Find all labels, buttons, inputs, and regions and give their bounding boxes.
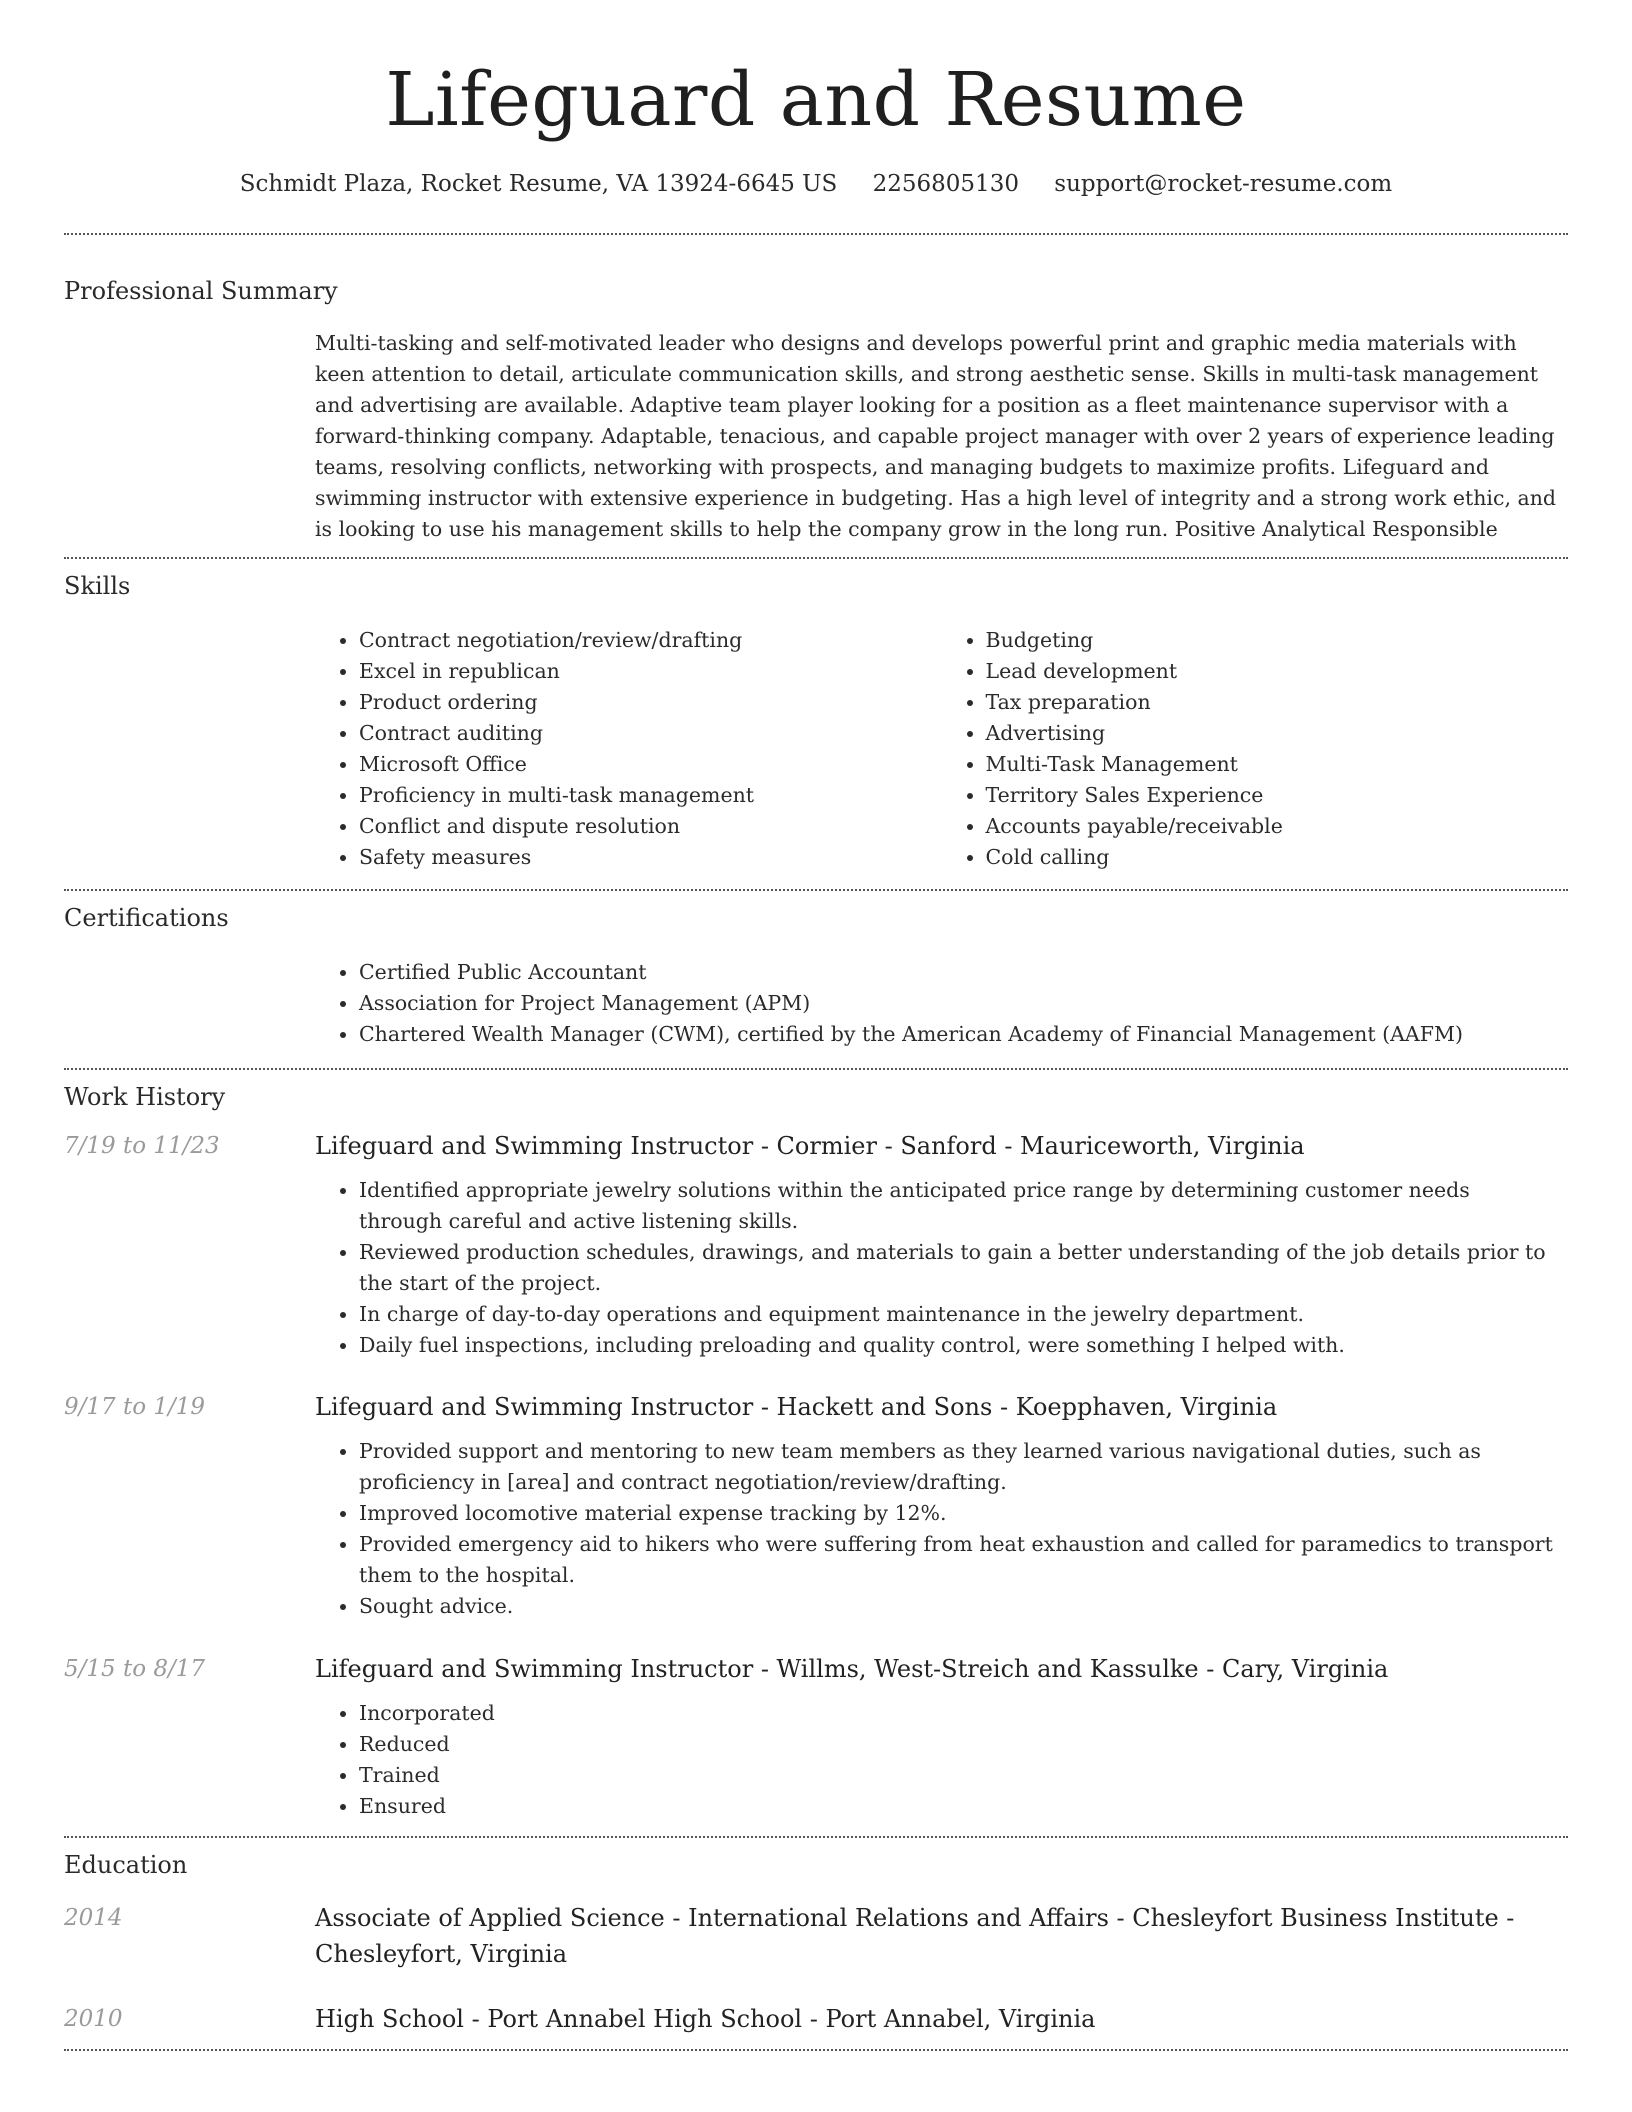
- section-divider: [64, 557, 1568, 559]
- job-role: Lifeguard and Swimming Instructor: [315, 1393, 754, 1421]
- skill-item: • Territory Sales Experience: [986, 780, 1569, 811]
- job-title: [315, 1128, 1305, 1164]
- education-entry: [64, 1900, 1568, 1972]
- job-entry: [64, 1128, 1568, 1361]
- skills-list-left: [315, 625, 942, 873]
- candidate-name: Lifeguard and Resume: [385, 57, 1247, 143]
- job-bullet: • Trained: [359, 1760, 1558, 1791]
- job-entry: [64, 1651, 1568, 1822]
- summary-text: Multi-tasking and self-motivated leader who designs and develops powerful print and graphic media materials with keen attention to detail, articulate communication skills, and strong aesthetic sense. Skills in multi-task management and advertising are available. Adaptive team player looking for a position as a fleet maintenance supervisor with a forward-thinking company. Adaptable, tenacious, and capable project manager with over 2 years of experience leading teams, resolving conflicts, networking with prospects, and managing budgets to maximize profits. Lifeguard and swimming instructor with extensive experience in budgeting. Has a high level of integrity and a strong work ethic, and is looking to use his management skills to help the company grow in the long run. Positive Analytical Responsible: [315, 331, 1557, 541]
- skill-item: • Tax preparation: [986, 687, 1569, 718]
- certifications-section: [64, 902, 1568, 1050]
- job-bullet: • Daily fuel inspections, including preloading and quality control, were something I helped with.: [359, 1330, 1558, 1361]
- skill-item: • Excel in republican: [359, 656, 942, 687]
- skill-item: • Budgeting: [986, 625, 1569, 656]
- skills-list-right: [942, 625, 1569, 873]
- job-title: [315, 1651, 1388, 1687]
- education-container: [64, 1900, 1568, 2037]
- education-title: [315, 2001, 1568, 2037]
- summary-section: [64, 275, 1568, 545]
- job-bullets: [315, 1698, 1568, 1822]
- job-bullet: • Improved locomotive material expense tracking by 12%.: [359, 1498, 1558, 1529]
- certifications-list: [315, 957, 1568, 1050]
- job-bullet: • In charge of day-to-day operations and equipment maintenance in the jewelry department.: [359, 1299, 1558, 1330]
- education-entry: [64, 2001, 1568, 2037]
- education-section: [64, 1849, 1568, 2037]
- education-heading: Education: [64, 1851, 188, 1879]
- skill-item: • Microsoft Office: [359, 749, 942, 780]
- skill-item: • Lead development: [986, 656, 1569, 687]
- certification-item: • Certified Public Accountant: [359, 957, 1568, 988]
- certification-item: • Chartered Wealth Manager (CWM), certified by the American Academy of Financial Management (AAFM): [359, 1019, 1568, 1050]
- job-role: Lifeguard and Swimming Instructor: [315, 1132, 754, 1160]
- job-bullet-list: [315, 1436, 1558, 1622]
- job-header: [64, 1651, 1568, 1687]
- skill-item: • Cold calling: [986, 842, 1569, 873]
- job-bullet: • Incorporated: [359, 1698, 1558, 1729]
- certifications-content: [315, 957, 1568, 1050]
- job-bullet: • Reduced: [359, 1729, 1558, 1760]
- job-bullet-list: [315, 1175, 1558, 1361]
- address-text: Schmidt Plaza, Rocket Resume, VA 13924-6645 US: [239, 171, 838, 197]
- job-details: - Hackett and Sons - Koepphaven, Virginia: [753, 1393, 1278, 1421]
- skill-item: • Proficiency in multi-task management: [359, 780, 942, 811]
- resume-page: [64, 0, 1568, 2051]
- section-divider: [64, 2049, 1568, 2051]
- email-link[interactable]: support@rocket-resume.com: [1054, 171, 1393, 197]
- skills-heading: Skills: [64, 572, 131, 600]
- contact-line: [64, 168, 1568, 200]
- education-degree: High School: [315, 2005, 464, 2033]
- job-bullet: • Reviewed production schedules, drawings, and materials to gain a better understanding of the job details prior to the start of the project.: [359, 1237, 1558, 1299]
- education-title: [315, 1900, 1568, 1972]
- job-date: 7/19 to 11/23: [64, 1133, 220, 1159]
- education-details: - Chesleyfort Business Institute - Chesleyfort, Virginia: [315, 1904, 1515, 1968]
- skill-item: • Contract auditing: [359, 718, 942, 749]
- education-details: - Port Annabel High School - Port Annabel, Virginia: [463, 2005, 1096, 2033]
- skill-item: • Conflict and dispute resolution: [359, 811, 942, 842]
- education-date: 2014: [64, 1905, 123, 1931]
- job-date: 5/15 to 8/17: [64, 1656, 206, 1682]
- job-bullet-list: [315, 1698, 1558, 1822]
- job-title: [315, 1389, 1277, 1425]
- job-bullet: • Provided emergency aid to hikers who were suffering from heat exhaustion and called for paramedics to transport them to the hospital.: [359, 1529, 1558, 1591]
- skill-item: • Multi-Task Management: [986, 749, 1569, 780]
- skills-section: [64, 570, 1568, 873]
- section-divider: [64, 889, 1568, 891]
- job-details: - Cormier - Sanford - Mauriceworth, Virginia: [753, 1132, 1305, 1160]
- skill-item: • Safety measures: [359, 842, 942, 873]
- work-history-heading: Work History: [64, 1083, 226, 1111]
- job-bullet: • Provided support and mentoring to new team members as they learned various navigational duties, such as proficiency in [area] and contract negotiation/review/drafting.: [359, 1436, 1558, 1498]
- summary-heading: Professional Summary: [64, 277, 338, 305]
- skill-item: • Contract negotiation/review/drafting: [359, 625, 942, 656]
- section-divider: [64, 1836, 1568, 1838]
- education-date: 2010: [64, 2006, 123, 2032]
- job-bullet: • Identified appropriate jewelry solutions within the anticipated price range by determining customer needs through careful and active listening skills.: [359, 1175, 1558, 1237]
- skill-item: • Accounts payable/receivable: [986, 811, 1569, 842]
- education-degree: Associate of Applied Science - International Relations and Affairs: [315, 1904, 1109, 1932]
- section-divider: [64, 1068, 1568, 1070]
- job-bullets: [315, 1436, 1568, 1622]
- job-bullet: • Sought advice.: [359, 1591, 1558, 1622]
- skill-item: • Product ordering: [359, 687, 942, 718]
- phone-text: 2256805130: [872, 171, 1019, 197]
- skills-grid: [315, 625, 1568, 873]
- job-details: - Willms, West-Streich and Kassulke - Cary, Virginia: [753, 1655, 1389, 1683]
- skill-item: • Advertising: [986, 718, 1569, 749]
- certification-item: • Association for Project Management (APM): [359, 988, 1568, 1019]
- job-bullets: [315, 1175, 1568, 1361]
- job-entry: [64, 1389, 1568, 1622]
- job-header: [64, 1389, 1568, 1425]
- job-date: 9/17 to 1/19: [64, 1394, 206, 1420]
- certifications-heading: Certifications: [64, 904, 229, 932]
- jobs-container: [64, 1128, 1568, 1822]
- section-divider: [64, 233, 1568, 235]
- job-role: Lifeguard and Swimming Instructor: [315, 1655, 754, 1683]
- work-history-section: [64, 1081, 1568, 1822]
- job-bullet: • Ensured: [359, 1791, 1558, 1822]
- job-header: [64, 1128, 1568, 1164]
